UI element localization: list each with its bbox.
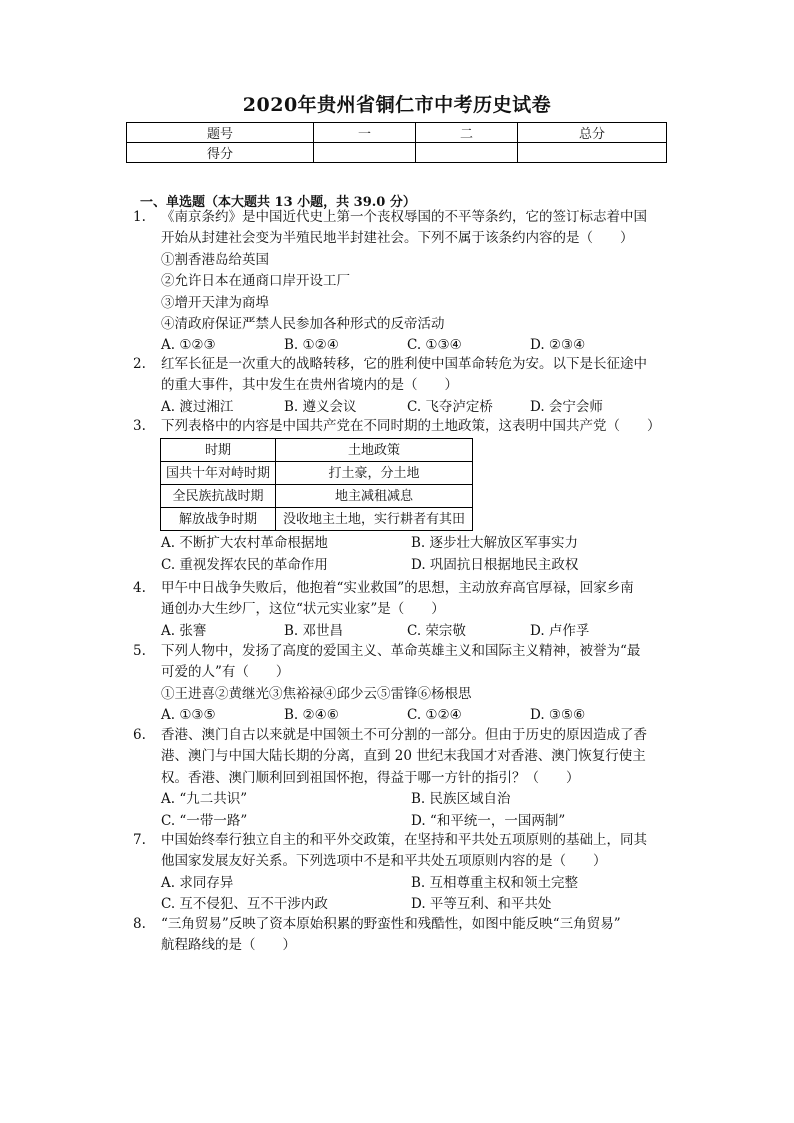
answer-options (161, 705, 671, 726)
question-line: 红军长征是一次重大的战略转移，它的胜利使中国革命转危为安。以下是长征途中 (161, 356, 647, 372)
score-header-cell: 题号 (127, 123, 314, 143)
question-1 (133, 207, 671, 357)
answer-option[interactable]: C. ①③④ (407, 337, 462, 354)
question-line: 中国始终奉行独立自主的和平外交政策，在坚持和平共处五项原则的基础上，同其 (161, 832, 647, 848)
question-line: 下列人物中，发扬了高度的爱国主义、革命英雄主义和国际主义精神，被誉为“最 (161, 643, 641, 659)
question-line: ③增开天津为商埠 (161, 294, 269, 311)
answer-option[interactable]: A. 不断扩大农村革命根据地 (161, 535, 328, 552)
answer-option[interactable]: B. 遵义会议 (284, 398, 357, 415)
question-number: 6. (133, 727, 146, 743)
question-line: 甲午中日战争失败后，他抱着“实业救国”的思想，主动放弃高官厚禄，回家乡南 (161, 580, 634, 596)
answer-options (161, 621, 671, 642)
score-header-cell: 二 (416, 123, 518, 143)
land-policy-table (160, 438, 473, 531)
score-blank-cell[interactable] (314, 143, 416, 163)
answer-option[interactable]: D. ③⑤⑥ (530, 707, 586, 724)
question-number: 4. (133, 580, 146, 596)
answer-option[interactable]: B. 逐步壮大解放区军事实力 (411, 535, 579, 552)
question-line: 下列表格中的内容是中国共产党在不同时期的土地政策，这表明中国共产党（ ） (161, 418, 661, 434)
land-table-row (161, 462, 473, 485)
answer-option[interactable]: D. 巩固抗日根据地民主政权 (411, 556, 579, 573)
answer-option[interactable]: D. 卢作孚 (530, 622, 590, 639)
land-table-header-row (161, 439, 473, 462)
answer-option[interactable]: A. 求同存异 (161, 874, 234, 891)
answer-options (161, 811, 671, 832)
answer-option[interactable]: B. 互相尊重主权和领土完整 (411, 874, 579, 891)
answer-option[interactable]: A. ①③⑤ (161, 707, 216, 724)
answer-options (161, 555, 671, 576)
question-6 (133, 725, 671, 832)
answer-option[interactable]: D. 平等互利、和平共处 (411, 896, 552, 913)
question-line: 香港、澳门自古以来就是中国领土不可分割的一部分。但由于历史的原因造成了香 (161, 727, 647, 743)
answer-option[interactable]: C. 飞夺泸定桥 (407, 398, 493, 415)
question-line: ④清政府保证严禁人民参加各种形式的反帝活动 (161, 316, 445, 333)
land-table-header: 时期 (161, 439, 276, 462)
answer-option[interactable]: A. 张謇 (161, 622, 207, 639)
answer-option[interactable]: B. ②④⑥ (284, 707, 339, 724)
land-table-cell: 打土豪，分土地 (276, 462, 473, 485)
score-blank-cell[interactable] (416, 143, 518, 163)
answer-option[interactable]: B. ①②④ (284, 337, 339, 354)
question-7 (133, 830, 671, 916)
answer-options (161, 533, 671, 554)
land-table-cell: 解放战争时期 (161, 508, 276, 531)
question-line: 可爱的人”有（ ） (161, 664, 290, 681)
answer-option[interactable]: A. ①②③ (161, 337, 216, 354)
question-line: ①王进喜②黄继光③焦裕禄④邱少云⑤雷锋⑥杨根思 (161, 685, 472, 702)
question-number: 2. (133, 356, 146, 372)
land-table-row (161, 485, 473, 508)
answer-option[interactable]: C. ①②④ (407, 707, 462, 724)
answer-option[interactable]: A. “九二共识” (161, 791, 248, 808)
score-table-header-row (127, 123, 667, 143)
answer-option[interactable]: C. 重视发挥农民的革命作用 (161, 556, 328, 573)
score-row-label: 得分 (127, 143, 314, 163)
score-header-cell: 一 (314, 123, 416, 143)
land-table-cell: 全民族抗战时期 (161, 485, 276, 508)
score-blank-cell[interactable] (518, 143, 667, 163)
answer-options (161, 894, 671, 915)
question-line: 港、澳门与中国大陆长期的分离，直到 20 世纪末我国才对香港、澳门恢复行使主 (161, 748, 646, 765)
answer-option[interactable]: C. “一带一路” (161, 812, 248, 829)
answer-options (161, 873, 671, 894)
question-line: 航程路线的是（ ） (161, 937, 296, 954)
answer-option[interactable]: D. 会宁会师 (530, 398, 603, 415)
land-table-cell: 没收地主土地，实行耕者有其田 (276, 508, 473, 531)
answer-option[interactable]: B. 邓世昌 (284, 622, 344, 639)
land-table-row (161, 508, 473, 531)
land-table-cell: 地主减租减息 (276, 485, 473, 508)
question-line: “三角贸易”反映了资本原始积累的野蛮性和残酷性，如图中能反映“三角贸易” (161, 916, 621, 932)
answer-option[interactable]: D. ②③④ (530, 337, 586, 354)
answer-option[interactable]: C. 互不侵犯、互不干涉内政 (161, 896, 328, 913)
question-line: 通创办大生纱厂，这位“状元实业家”是（ ） (161, 601, 445, 618)
page-title: 2020年贵州省铜仁市中考历史试卷 (242, 94, 552, 116)
question-number: 8. (133, 916, 146, 932)
question-3 (133, 416, 671, 576)
question-number: 5. (133, 643, 146, 659)
answer-option[interactable]: D. “和平统一，一国两制” (411, 812, 566, 829)
answer-option[interactable]: B. 民族区域自治 (411, 791, 511, 808)
answer-option[interactable]: A. 渡过湘江 (161, 398, 234, 415)
question-line: 的重大事件，其中发生在贵州省境内的是（ ） (161, 377, 458, 394)
answer-options (161, 789, 671, 810)
land-table-header: 土地政策 (276, 439, 473, 462)
answer-options (161, 397, 671, 418)
question-8 (133, 914, 671, 957)
section-header: 一、单选题（本大题共 13 小题，共 39.0 分） (140, 195, 416, 210)
score-table (126, 122, 667, 163)
answer-option[interactable]: C. 荣宗敬 (407, 622, 466, 639)
question-line: ①割香港岛给英国 (161, 251, 269, 268)
question-2 (133, 354, 671, 418)
score-table-row (127, 143, 667, 163)
question-number: 7. (133, 832, 146, 848)
question-line: 《南京条约》是中国近代史上第一个丧权辱国的不平等条约，它的签订标志着中国 (161, 209, 647, 225)
question-number: 1. (133, 209, 146, 225)
question-line: ②允许日本在通商口岸开设工厂 (161, 273, 350, 290)
question-line: 开始从封建社会变为半殖民地半封建社会。下列不属于该条约内容的是（ ） (161, 230, 634, 247)
question-line: 权。香港、澳门顺利回到祖国怀抱，得益于哪一方针的指引？（ ） (161, 769, 580, 786)
land-table-cell: 国共十年对峙时期 (161, 462, 276, 485)
question-line: 他国家发展友好关系。下列选项中不是和平共处五项原则内容的是（ ） (161, 853, 607, 870)
question-5 (133, 641, 671, 727)
question-number: 3. (133, 418, 146, 434)
question-4 (133, 578, 671, 642)
score-header-cell: 总分 (518, 123, 667, 143)
